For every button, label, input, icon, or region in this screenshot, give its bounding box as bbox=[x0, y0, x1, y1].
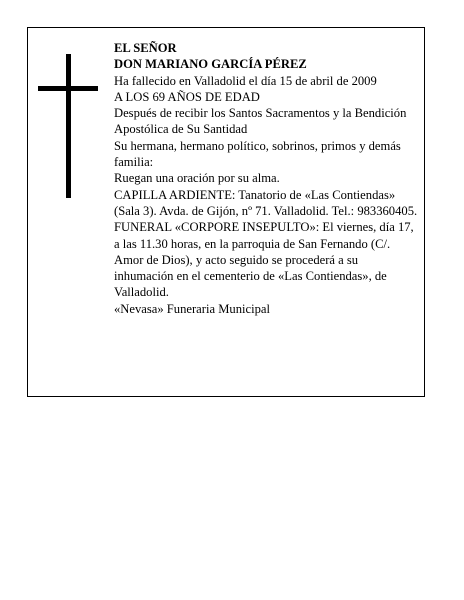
notice-title: EL SEÑOR bbox=[114, 41, 177, 55]
notice-text bbox=[114, 40, 420, 317]
funeral-home-line: «Nevasa» Funeraria Municipal bbox=[114, 301, 270, 316]
death-date-line: Ha fallecido en Valladolid el día 15 de abril de 2009 bbox=[114, 73, 377, 88]
age-line: A LOS 69 AÑOS DE EDAD bbox=[114, 89, 260, 104]
funeral-line: FUNERAL «CORPORE INSEPULTO»: El viernes, día 17, a las 11.30 horas, en la parroquia de San Fernando (C/. Amor de Dios), y acto seguido se procederá a su inhumación en el cementerio de «Las Contiendas», de Valladolid. bbox=[114, 220, 414, 300]
family-line: Su hermana, hermano político, sobrinos, primos y demás familia: bbox=[114, 138, 401, 170]
chapel-line: CAPILLA ARDIENTE: Tanatorio de «Las Contiendas» (Sala 3). Avda. de Gijón, nº 71. Valladolid. Tel.: 983360405. bbox=[114, 187, 418, 218]
deceased-name: DON MARIANO GARCÍA PÉREZ bbox=[114, 57, 307, 72]
cross-horizontal-bar bbox=[38, 86, 98, 91]
sacraments-line: Después de recibir los Santos Sacramentos y la Bendición Apostólica de Su Santidad bbox=[114, 106, 407, 137]
obituary-notice bbox=[27, 27, 425, 397]
cross-icon bbox=[38, 54, 98, 198]
cross-vertical-bar bbox=[66, 54, 71, 198]
prayer-line: Ruegan una oración por su alma. bbox=[114, 171, 280, 186]
